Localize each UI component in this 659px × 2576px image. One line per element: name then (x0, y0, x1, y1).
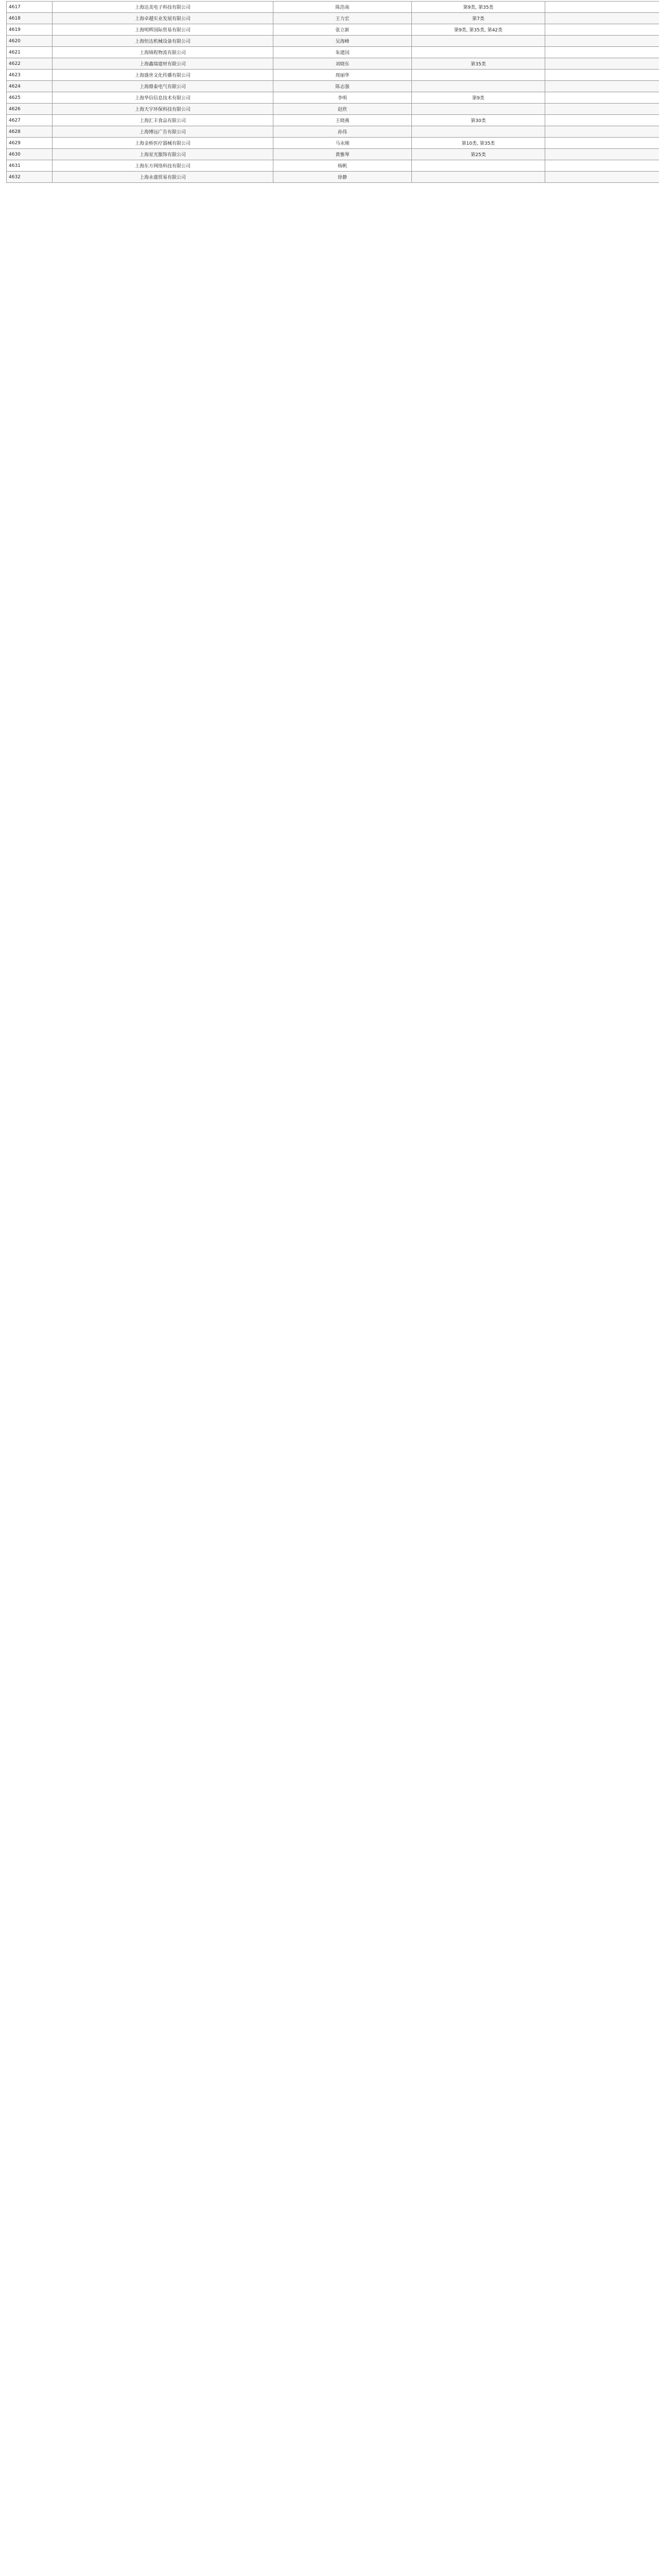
contact-person: 陈浩南 (273, 2, 412, 13)
row-id: 4619 (7, 24, 53, 36)
empty-cell (545, 115, 659, 126)
contact-person: 李明 (273, 92, 412, 104)
company-name: 上海明辉国际贸易有限公司 (53, 24, 273, 36)
company-name: 上海东方网络科技有限公司 (53, 160, 273, 172)
row-id: 4632 (7, 172, 53, 183)
trademark-classes (412, 126, 545, 138)
trademark-classes: 第9类, 第35类, 第42类 (412, 24, 545, 36)
row-id: 4627 (7, 115, 53, 126)
company-name: 上海卓越实业发展有限公司 (53, 13, 273, 24)
company-name: 上海天宇环保科技有限公司 (53, 104, 273, 115)
company-name: 上海永盛贸易有限公司 (53, 172, 273, 183)
company-name: 上海华信信息技术有限公司 (53, 92, 273, 104)
table-row (7, 138, 659, 149)
empty-cell (545, 172, 659, 183)
empty-cell (545, 70, 659, 81)
table-row (7, 81, 659, 92)
trademark-registry-table (6, 1, 659, 183)
empty-cell (545, 81, 659, 92)
trademark-classes: 第9类 (412, 92, 545, 104)
table-row (7, 24, 659, 36)
table-row (7, 149, 659, 160)
trademark-classes: 第35类 (412, 58, 545, 70)
contact-person: 孙伟 (273, 126, 412, 138)
trademark-classes (412, 160, 545, 172)
table-row (7, 70, 659, 81)
table-row (7, 172, 659, 183)
row-id: 4631 (7, 160, 53, 172)
trademark-classes: 第25类 (412, 149, 545, 160)
table-row (7, 104, 659, 115)
empty-cell (545, 24, 659, 36)
company-name: 上海星光服饰有限公司 (53, 149, 273, 160)
trademark-classes (412, 36, 545, 47)
table-row (7, 2, 659, 13)
contact-person: 赵欣 (273, 104, 412, 115)
trademark-classes: 第30类 (412, 115, 545, 126)
row-id: 4620 (7, 36, 53, 47)
row-id: 4625 (7, 92, 53, 104)
contact-person: 刘晓东 (273, 58, 412, 70)
row-id: 4617 (7, 2, 53, 13)
contact-person: 黄雅琴 (273, 149, 412, 160)
trademark-classes (412, 81, 545, 92)
row-id: 4626 (7, 104, 53, 115)
row-id: 4629 (7, 138, 53, 149)
trademark-classes: 第7类 (412, 13, 545, 24)
table-row (7, 160, 659, 172)
company-name: 上海金桥医疗器械有限公司 (53, 138, 273, 149)
company-name: 上海博远广告有限公司 (53, 126, 273, 138)
company-name: 上海锦程物流有限公司 (53, 47, 273, 58)
trademark-classes (412, 172, 545, 183)
company-name: 上海鼎泰电气有限公司 (53, 81, 273, 92)
company-name: 上海盛世文化传播有限公司 (53, 70, 273, 81)
contact-person: 杨帆 (273, 160, 412, 172)
trademark-classes: 第10类, 第35类 (412, 138, 545, 149)
empty-cell (545, 2, 659, 13)
contact-person: 周丽华 (273, 70, 412, 81)
row-id: 4630 (7, 149, 53, 160)
empty-cell (545, 149, 659, 160)
trademark-classes (412, 47, 545, 58)
contact-person: 朱建国 (273, 47, 412, 58)
empty-cell (545, 58, 659, 70)
contact-person: 张立新 (273, 24, 412, 36)
contact-person: 马永刚 (273, 138, 412, 149)
row-id: 4623 (7, 70, 53, 81)
table-row (7, 47, 659, 58)
company-name: 上海汇丰食品有限公司 (53, 115, 273, 126)
company-name: 上海鑫瑞建材有限公司 (53, 58, 273, 70)
row-id: 4618 (7, 13, 53, 24)
trademark-classes: 第9类, 第35类 (412, 2, 545, 13)
contact-person: 徐静 (273, 172, 412, 183)
trademark-classes (412, 104, 545, 115)
empty-cell (545, 47, 659, 58)
empty-cell (545, 104, 659, 115)
trademark-classes (412, 70, 545, 81)
contact-person: 王力宏 (273, 13, 412, 24)
empty-cell (545, 36, 659, 47)
contact-person: 王晓燕 (273, 115, 412, 126)
table-body (7, 2, 659, 183)
empty-cell (545, 126, 659, 138)
row-id: 4621 (7, 47, 53, 58)
table-row (7, 126, 659, 138)
company-name: 上海达美电子科技有限公司 (53, 2, 273, 13)
table-row (7, 115, 659, 126)
contact-person: 吴海峰 (273, 36, 412, 47)
contact-person: 陈志强 (273, 81, 412, 92)
table-row (7, 36, 659, 47)
empty-cell (545, 92, 659, 104)
company-name: 上海恒达机械设备有限公司 (53, 36, 273, 47)
row-id: 4628 (7, 126, 53, 138)
table-row (7, 58, 659, 70)
row-id: 4624 (7, 81, 53, 92)
table-row (7, 13, 659, 24)
empty-cell (545, 138, 659, 149)
row-id: 4622 (7, 58, 53, 70)
empty-cell (545, 160, 659, 172)
empty-cell (545, 13, 659, 24)
table-row (7, 92, 659, 104)
